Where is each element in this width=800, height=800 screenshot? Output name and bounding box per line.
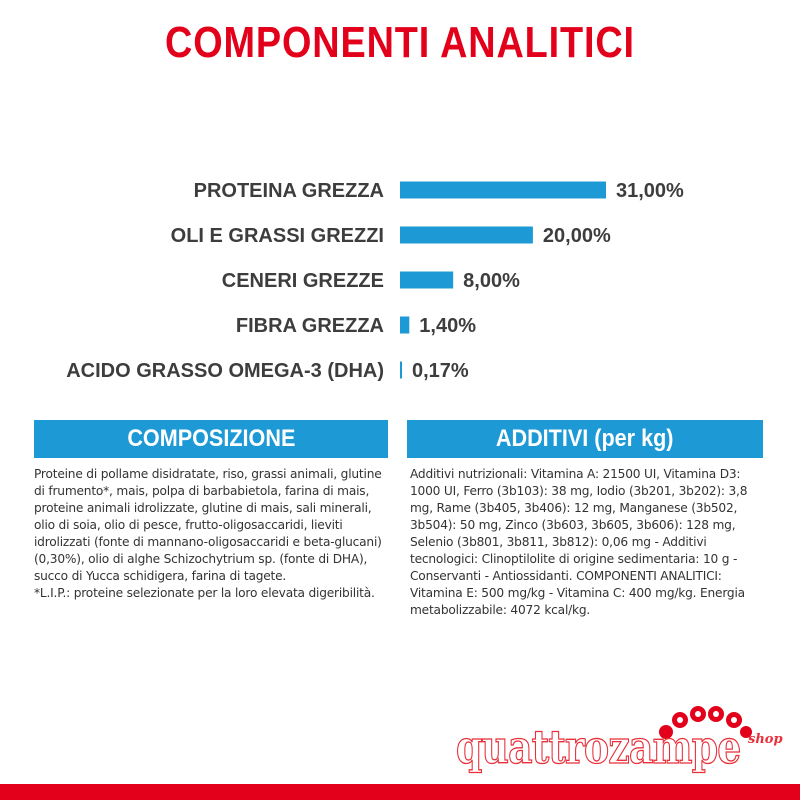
- additives-header-label: ADDITIVI (per kg): [496, 425, 674, 452]
- category-label: CENERI GREZZE: [221, 270, 384, 292]
- additives-text-block: [410, 466, 762, 619]
- value-label: 8,00%: [463, 270, 520, 292]
- bar: [400, 317, 409, 334]
- value-label: 1,40%: [419, 315, 477, 337]
- composition-header: [34, 420, 388, 458]
- category-label: ACIDO GRASSO OMEGA-3 (DHA): [66, 360, 384, 382]
- composition-text-block: [34, 466, 388, 602]
- category-label: PROTEINA GREZZA: [193, 180, 384, 202]
- value-label: 0,17%: [412, 360, 469, 382]
- composition-header-label: COMPOSIZIONE: [126, 425, 296, 452]
- shop-logo: [448, 702, 800, 782]
- bar: [400, 182, 606, 199]
- category-label: FIBRA GREZZA: [235, 315, 384, 337]
- composition-footnote: *L.I.P.: proteine selezionate per la loro elevata digeribilità.: [34, 586, 375, 600]
- logo-badge: shop: [748, 732, 783, 747]
- value-label: 20,00%: [542, 225, 611, 247]
- additives-text: Additivi nutrizionali: Vitamina A: 21500 UI, Vitamina D3: 1000 UI, Ferro (3b103): 38 mg, Iodio (3b201, 3b202): 3,8 mg, Rame (3b405, 3b406): 12 mg, Manganese (3b502, 3b504): 50 mg, Zinco (3b603, 3b605, 3b606): 128 mg, Selenio (3b801, 3b811, 3b812): 0,06 mg - Additivi tecnologici: Clinoptilolite di origine sedimentaria: 10 g - Conservanti - Antiossidanti. COMPONENTI ANALITICI: Vitamina E: 500 mg/kg - Vitamina C: 400 mg/kg. Energia metabolizzabile: 4072 kcal/kg.: [410, 467, 748, 617]
- additives-header: [407, 420, 763, 458]
- value-label: 31,00%: [616, 180, 684, 202]
- nutrient-bar-chart: [0, 160, 800, 400]
- composition-text: Proteine di pollame disidratate, riso, grassi animali, glutine di frumento*, mais, polpa di barbabietola, farina di mais, proteine animali idrolizzate, glutine di mais, sali minerali, olio di soia, olio di pesce, frutto-oligosaccaridi, lieviti idrolizzati (fonte di mannano-oligosaccaridi e beta-glucani) (0,30%), olio di alghe Schizochytrium sp. (fonte di DHA), succo di Yucca schidigera, farina di tagete.: [34, 467, 382, 583]
- footer-bar: [0, 784, 800, 800]
- bar: [400, 362, 402, 379]
- page-title: COMPONENTI ANALITICI: [165, 18, 635, 67]
- logo-wordmark: quattrozampe: [456, 720, 741, 774]
- bar: [400, 227, 533, 244]
- bar: [400, 272, 453, 289]
- category-label: OLI E GRASSI GREZZI: [170, 225, 384, 247]
